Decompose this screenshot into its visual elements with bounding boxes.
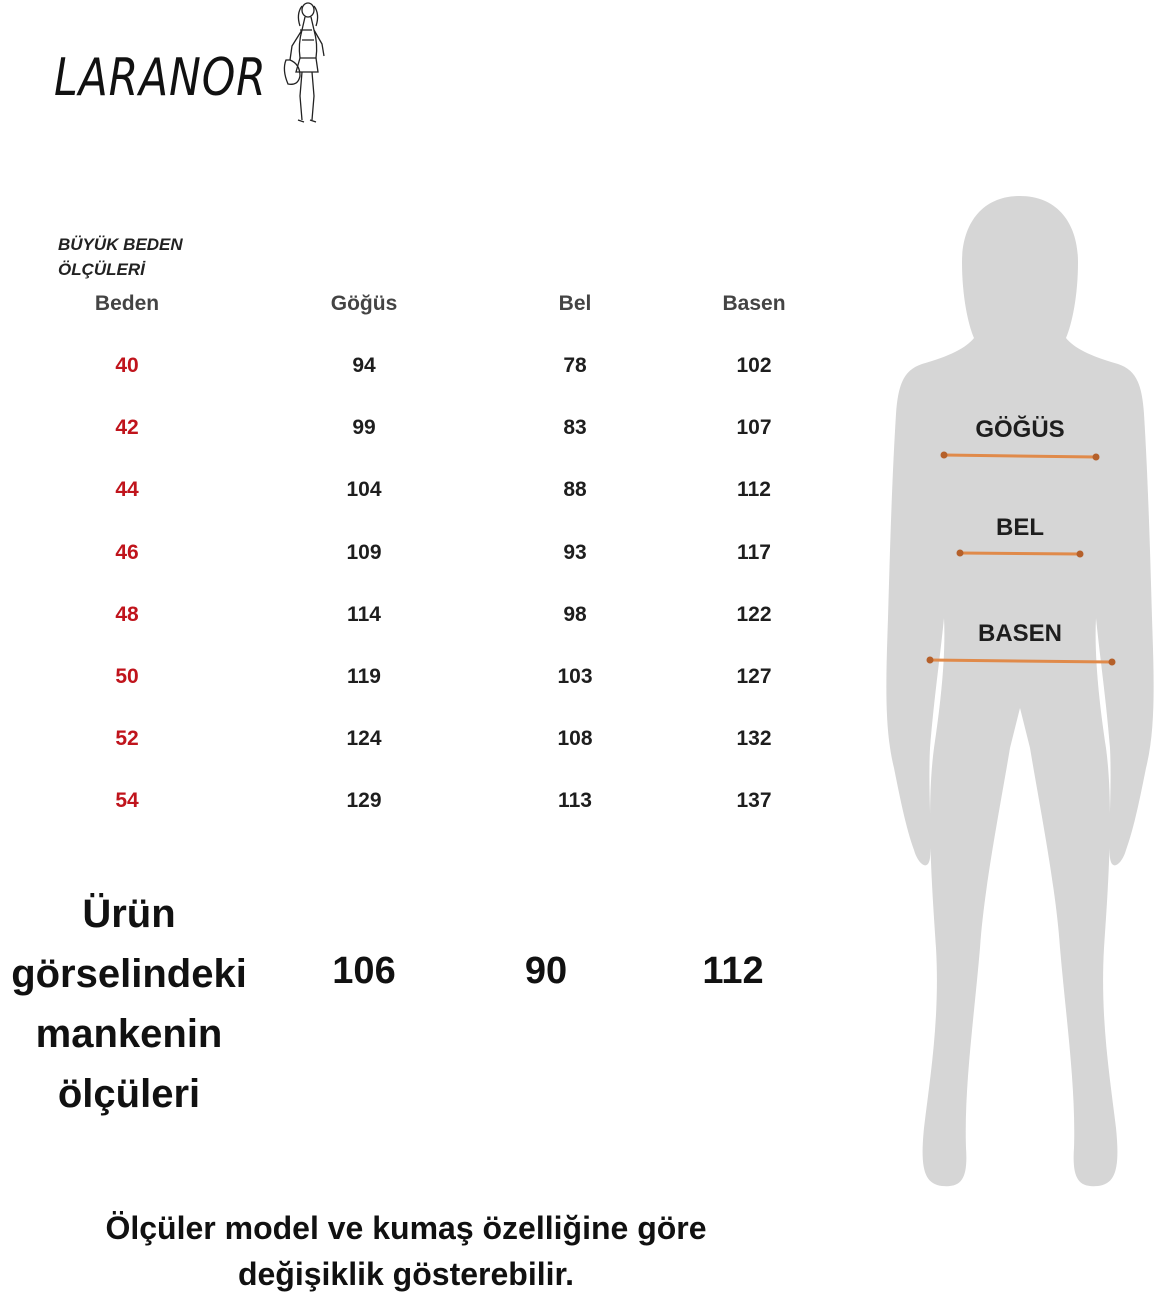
- measure-point: [1077, 551, 1084, 558]
- measurement-cell: 124: [346, 727, 382, 751]
- measurement-cell: 108: [557, 727, 593, 751]
- measurement-cell: 103: [557, 665, 593, 688]
- disclaimer-line1: Ölçüler model ve kumaş özelliğine göre: [105, 1210, 707, 1246]
- measurement-cell: 129: [346, 789, 382, 813]
- header-beden: Beden: [94, 292, 160, 315]
- measurement-cell: 78: [563, 354, 587, 377]
- measurement-cell: 107: [736, 416, 772, 440]
- measure-line: [960, 553, 1080, 554]
- model-label-line: Ürün: [82, 892, 176, 936]
- measure-line: [930, 660, 1112, 662]
- measure-point: [1093, 454, 1100, 461]
- size-table-title-line2: ÖLÇÜLERİ: [58, 260, 145, 279]
- size-cell: 44: [115, 478, 139, 502]
- measurement-cell: 127: [736, 665, 772, 688]
- header-gogus: Göğüs: [330, 292, 398, 315]
- header-basen: Basen: [722, 292, 786, 315]
- measurement-cell: 112: [737, 478, 771, 502]
- brand-name: LARANOR: [54, 48, 267, 108]
- size-cell: 42: [115, 416, 139, 440]
- measure-point: [927, 657, 934, 664]
- measurement-cell: 83: [563, 416, 587, 440]
- fashion-figure-icon: [278, 0, 338, 130]
- measurement-cell: 88: [563, 478, 587, 502]
- measurement-cell: 117: [737, 540, 771, 564]
- measurement-cell: 99: [352, 416, 376, 440]
- brand-logo: [50, 0, 350, 140]
- measurement-cell: 109: [346, 540, 382, 564]
- measurement-cell: 93: [563, 540, 587, 564]
- size-cell: 52: [115, 727, 139, 751]
- measurement-cell: 104: [346, 478, 382, 502]
- size-cell: 46: [115, 540, 139, 564]
- size-cell: 48: [115, 602, 139, 626]
- header-bel: Bel: [558, 292, 592, 315]
- measurement-cell: 94: [352, 354, 376, 377]
- silhouette-shape: [886, 196, 1153, 1186]
- disclaimer-note: [0, 1205, 812, 1297]
- measurement-cell: 137: [736, 789, 772, 813]
- measure-point: [957, 550, 964, 557]
- measure-point: [1109, 659, 1116, 666]
- model-basen-value: 112: [702, 950, 764, 992]
- measurement-cell: 114: [347, 602, 381, 626]
- measurement-cell: 122: [736, 602, 772, 626]
- body-label-bel: BEL: [996, 514, 1044, 541]
- model-label-line: görselindeki: [11, 952, 247, 996]
- measurement-cell: 102: [736, 354, 772, 377]
- body-label-basen: BASEN: [977, 620, 1062, 647]
- size-cell: 40: [115, 354, 139, 377]
- measurement-cell: 98: [563, 602, 587, 626]
- model-gogus-value: 106: [332, 950, 396, 992]
- model-bel-value: 90: [524, 950, 568, 992]
- measurement-cell: 113: [558, 789, 592, 813]
- measure-line: [944, 455, 1096, 457]
- disclaimer-line2: değişiklik gösterebilir.: [237, 1256, 575, 1292]
- measurement-cell: 132: [736, 727, 772, 751]
- measure-point: [941, 452, 948, 459]
- model-label-line: ölçüleri: [57, 1072, 201, 1116]
- model-measurements-label: [0, 884, 258, 1124]
- size-cell: 50: [115, 665, 139, 688]
- body-silhouette-icon: [870, 188, 1158, 1198]
- model-label-line: mankenin: [35, 1012, 223, 1056]
- size-table-title-line1: BÜYÜK BEDEN: [58, 235, 183, 254]
- size-table-title: [58, 232, 218, 282]
- measurement-cell: 119: [347, 665, 381, 688]
- body-label-gogus: GÖĞÜS: [975, 416, 1065, 443]
- size-cell: 54: [115, 789, 139, 813]
